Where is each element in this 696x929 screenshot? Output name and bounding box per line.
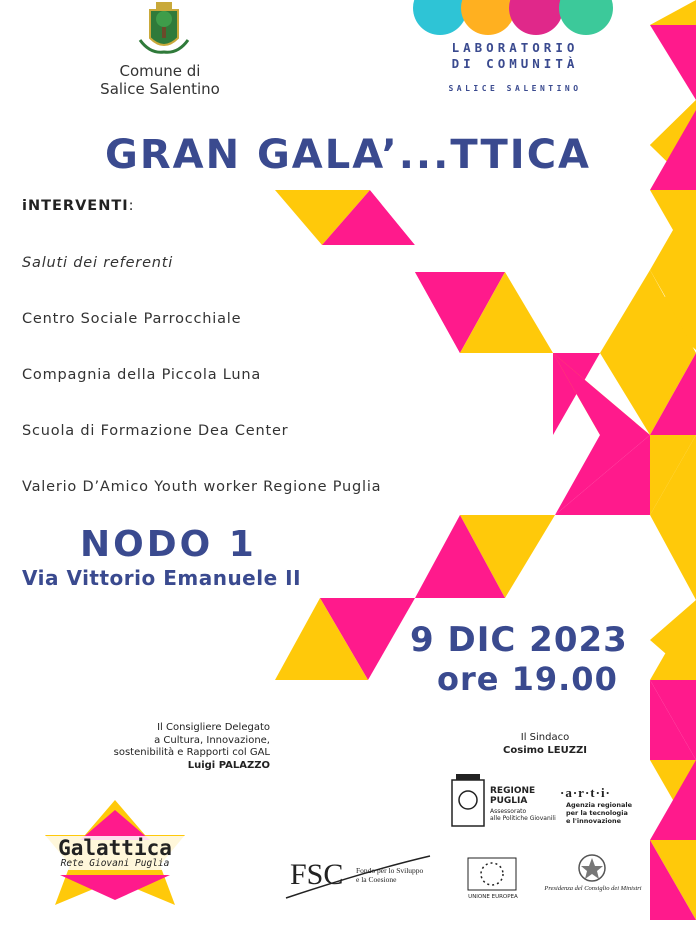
laboratorio-line1: LABORATORIO [451,40,579,55]
interventi-colon: : [128,198,135,214]
consigliere-block [60,722,270,772]
venue-name: NODO 1 [80,524,257,565]
comune-name [100,62,220,98]
list-item: Valerio D’Amico Youth worker Regione Puglia [22,479,382,495]
list-item: Centro Sociale Parrocchiale [22,311,242,327]
regione-line2: PUGLIA [490,796,528,806]
consigliere-line2: a Cultura, Innovazione, [154,734,270,746]
arti-sub3: e l'innovazione [566,817,621,825]
venue-address: Via Vittorio Emanuele II [22,566,302,590]
arti-subtitle [566,801,632,825]
laboratorio-title [420,40,610,72]
list-item: Scuola di Formazione Dea Center [22,423,289,439]
sindaco-block [480,731,610,757]
galattica-logo-subtitle: Rete Giovani Puglia [60,858,170,869]
presidenza-emblem [579,855,605,881]
sindaco-role: Il Sindaco [520,732,570,743]
regione-puglia-subtitle [490,808,556,822]
list-item: Saluti dei referenti [22,255,174,271]
event-date: 9 DIC 2023 [410,620,628,660]
event-title: GRAN GALA’...TTICA [104,132,592,178]
laboratorio-subtitle: SALICE SALENTINO [448,84,582,93]
arti-sub1: Agenzia regionale [566,801,632,809]
consigliere-line1: Il Consigliere Delegato [157,722,270,733]
comune-line1: Comune di [119,62,201,80]
eu-flag-logo [468,858,516,890]
arti-sub2: per la tecnologia [566,809,628,817]
interventi-heading [22,198,135,214]
regione-puglia-text [490,786,535,806]
regione-puglia-emblem [452,774,484,826]
presidenza-label: Presidenza del Consiglio dei Ministri [544,885,642,892]
arti-logo: ·a·r·t·i· [560,785,611,800]
regione-line1: REGIONE [490,786,536,796]
galattica-logo-text: Galattica [58,836,172,860]
list-item: Compagnia della Piccola Luna [22,367,262,383]
fsc-subtitle [356,866,423,884]
comune-line2: Salice Salentino [100,80,220,98]
regione-sub1: Assessorato [490,808,527,815]
consigliere-line3: sostenibilità e Rapporti col GAL [113,747,270,758]
laboratorio-dots-logo [413,0,613,35]
fsc-logo: FSC [290,858,344,891]
laboratorio-line2: DI COMUNITÀ [451,56,579,71]
consigliere-name: Luigi PALAZZO [187,759,270,771]
interventi-label: iNTERVENTI [22,198,129,214]
eu-label: UNIONE EUROPEA [468,894,518,900]
event-time: ore 19.00 [437,660,618,698]
comune-emblem [140,2,188,52]
fsc-sub1: Fondo per lo Sviluppo [356,866,424,875]
sindaco-name: Cosimo LEUZZI [503,745,587,756]
fsc-sub2: e la Coesione [356,875,397,884]
regione-sub2: alle Politiche Giovanili [490,815,556,822]
